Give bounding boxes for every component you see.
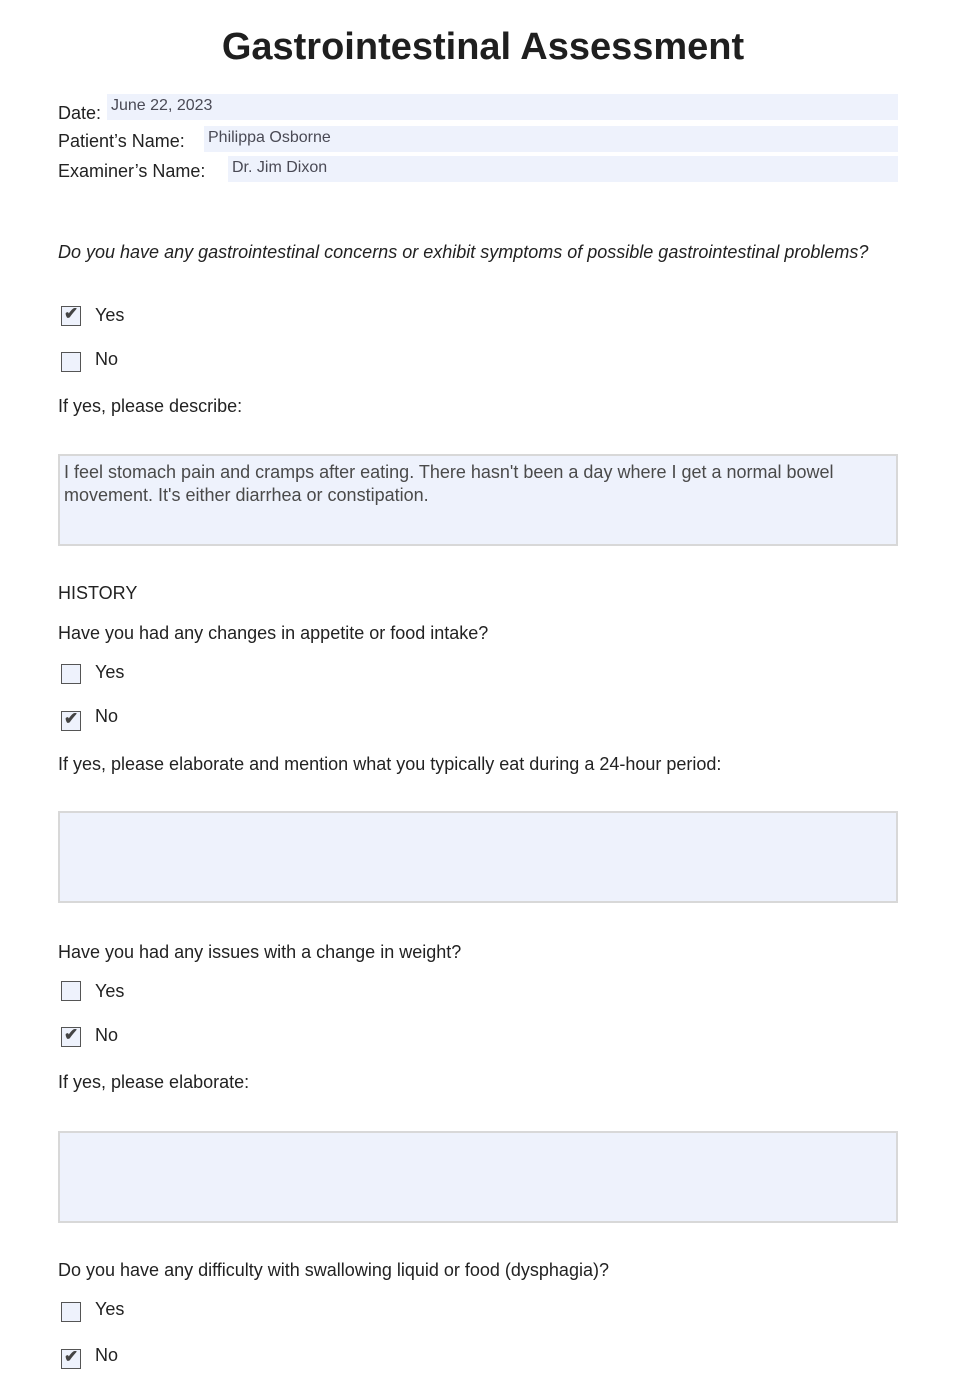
date-label: Date: (58, 103, 102, 123)
q1-no-label: No (95, 349, 119, 369)
q4-yes-checkbox[interactable] (61, 1302, 81, 1322)
q1-no-checkbox[interactable] (61, 352, 81, 372)
patient-name-field[interactable]: Philippa Osborne (204, 126, 898, 152)
checkmark-icon: ✔ (64, 1025, 79, 1044)
q2-no-label: No (95, 706, 119, 726)
history-heading: HISTORY (58, 583, 138, 603)
patient-name-label: Patient’s Name: (58, 131, 185, 151)
q3-yes-label: Yes (95, 981, 125, 1001)
examiner-name-field[interactable]: Dr. Jim Dixon (228, 156, 898, 182)
q2-yes-label: Yes (95, 662, 125, 682)
q2-describe-label: If yes, please elaborate and mention what you typically eat during a 24-hour period: (58, 754, 722, 774)
q3-no-label: No (95, 1025, 119, 1045)
q1-yes-label: Yes (95, 305, 125, 325)
q4-no-label: No (95, 1345, 119, 1365)
examiner-name-label: Examiner’s Name: (58, 161, 206, 181)
q3-no-checkbox[interactable] (61, 1027, 81, 1047)
question-gi-concerns: Do you have any gastrointestinal concerns or exhibit symptoms of possible gastrointestinal problems? (58, 242, 869, 262)
q4-no-checkbox[interactable] (61, 1349, 81, 1369)
q2-yes-checkbox[interactable] (61, 664, 81, 684)
question-weight: Have you had any issues with a change in weight? (58, 942, 462, 962)
q2-describe-textarea[interactable] (58, 811, 898, 903)
checkmark-icon: ✔ (64, 304, 79, 323)
q2-no-checkbox[interactable] (61, 711, 81, 731)
q3-describe-label: If yes, please elaborate: (58, 1072, 250, 1092)
q1-yes-checkbox[interactable] (61, 306, 81, 326)
q4-yes-label: Yes (95, 1299, 125, 1319)
question-dysphagia: Do you have any difficulty with swallowing liquid or food (dysphagia)? (58, 1260, 609, 1280)
checkmark-icon: ✔ (64, 1347, 79, 1366)
page-title: Gastrointestinal Assessment (221, 26, 745, 68)
checkmark-icon: ✔ (64, 709, 79, 728)
date-field[interactable]: June 22, 2023 (107, 94, 898, 120)
q3-yes-checkbox[interactable] (61, 981, 81, 1001)
q3-describe-textarea[interactable] (58, 1131, 898, 1223)
q1-describe-label: If yes, please describe: (58, 396, 243, 416)
question-appetite: Have you had any changes in appetite or food intake? (58, 623, 489, 643)
q1-describe-textarea[interactable]: I feel stomach pain and cramps after eating. There hasn't been a day where I get a normal bowel movement. It's either diarrhea or constipation. (58, 454, 898, 546)
